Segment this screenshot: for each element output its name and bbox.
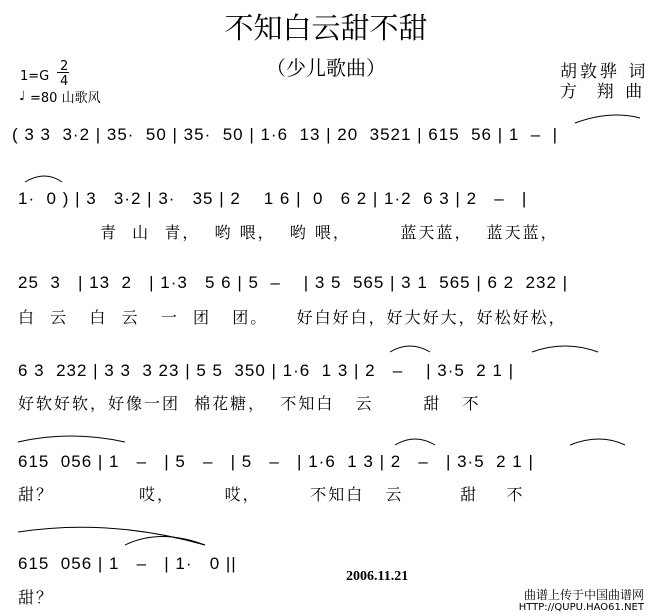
- lyricist-credit: 胡敦骅 词: [560, 62, 649, 82]
- composer-credit: 方 翔 曲: [560, 82, 646, 102]
- notation-line-2: 1· 0 ) | 3 3·2 | 3· 35 | 2 1 6 | 0 6 2 | 1·2 6 3 | 2 – |: [18, 189, 528, 208]
- slur-line6: [18, 527, 205, 545]
- song-subtitle: （少儿歌曲）: [266, 56, 386, 80]
- time-signature-bottom: 4: [60, 74, 69, 89]
- slur-line6b: [125, 537, 205, 546]
- date-stamp: 2006.11.21: [346, 569, 409, 584]
- time-signature-top: 2: [60, 59, 69, 74]
- song-title: 不知白云甜不甜: [224, 11, 428, 45]
- lyrics-line-2: 青 山 青， 哟 喂， 哟 喂， 蓝天蓝， 蓝天蓝，: [100, 223, 559, 242]
- slur-line5a: [18, 436, 125, 442]
- slur-line4: [390, 346, 430, 352]
- slur-line4b: [532, 346, 598, 352]
- tempo-marking: =80 山歌风: [30, 91, 101, 106]
- site-credit: 曲谱上传于中国曲谱网: [523, 588, 644, 602]
- lyrics-line-4: 好软好软，好像一团 棉花糖， 不知白 云 甜 不: [18, 394, 481, 413]
- slur-line2a: [25, 176, 62, 182]
- slur-line1: [575, 115, 640, 123]
- key-signature: 1=G: [20, 69, 50, 84]
- lyrics-line-3: 白 云 白 云 一 团 团。 好白好白，好大好大，好松好松，: [18, 308, 567, 327]
- site-url: HTTP://QUPU.HAO61.NET: [518, 602, 644, 613]
- notation-line-5: 615 056 | 1 – | 5 – | 5 – | 1·6 1 3 | 2 – | 3·5 2 1 |: [18, 452, 534, 471]
- slur-line5b: [395, 439, 435, 445]
- slur-line5c: [570, 439, 625, 445]
- lyrics-line-5: 甜？ 哎， 哎， 不知白 云 甜 不: [18, 485, 525, 504]
- quarter-note-icon: ♩: [19, 89, 26, 104]
- notation-line-3: 25 3 | 13 2 | 1·3 5 6 | 5 – | 3 5 565 | 3 1 565 | 6 2 232 |: [18, 273, 569, 292]
- notation-line-1: ( 3 3 3·2 | 35· 50 | 35· 50 | 1·6 13 | 20 3521 | 615 56 | 1 – |: [12, 125, 559, 144]
- notation-line-4: 6 3 232 | 3 3 3 23 | 5 5 350 | 1·6 1 3 | 2 – | 3·5 2 1 |: [18, 361, 515, 380]
- notation-line-6: 615 056 | 1 – | 1· 0 ||: [18, 554, 237, 573]
- lyrics-line-6: 甜？: [18, 588, 55, 607]
